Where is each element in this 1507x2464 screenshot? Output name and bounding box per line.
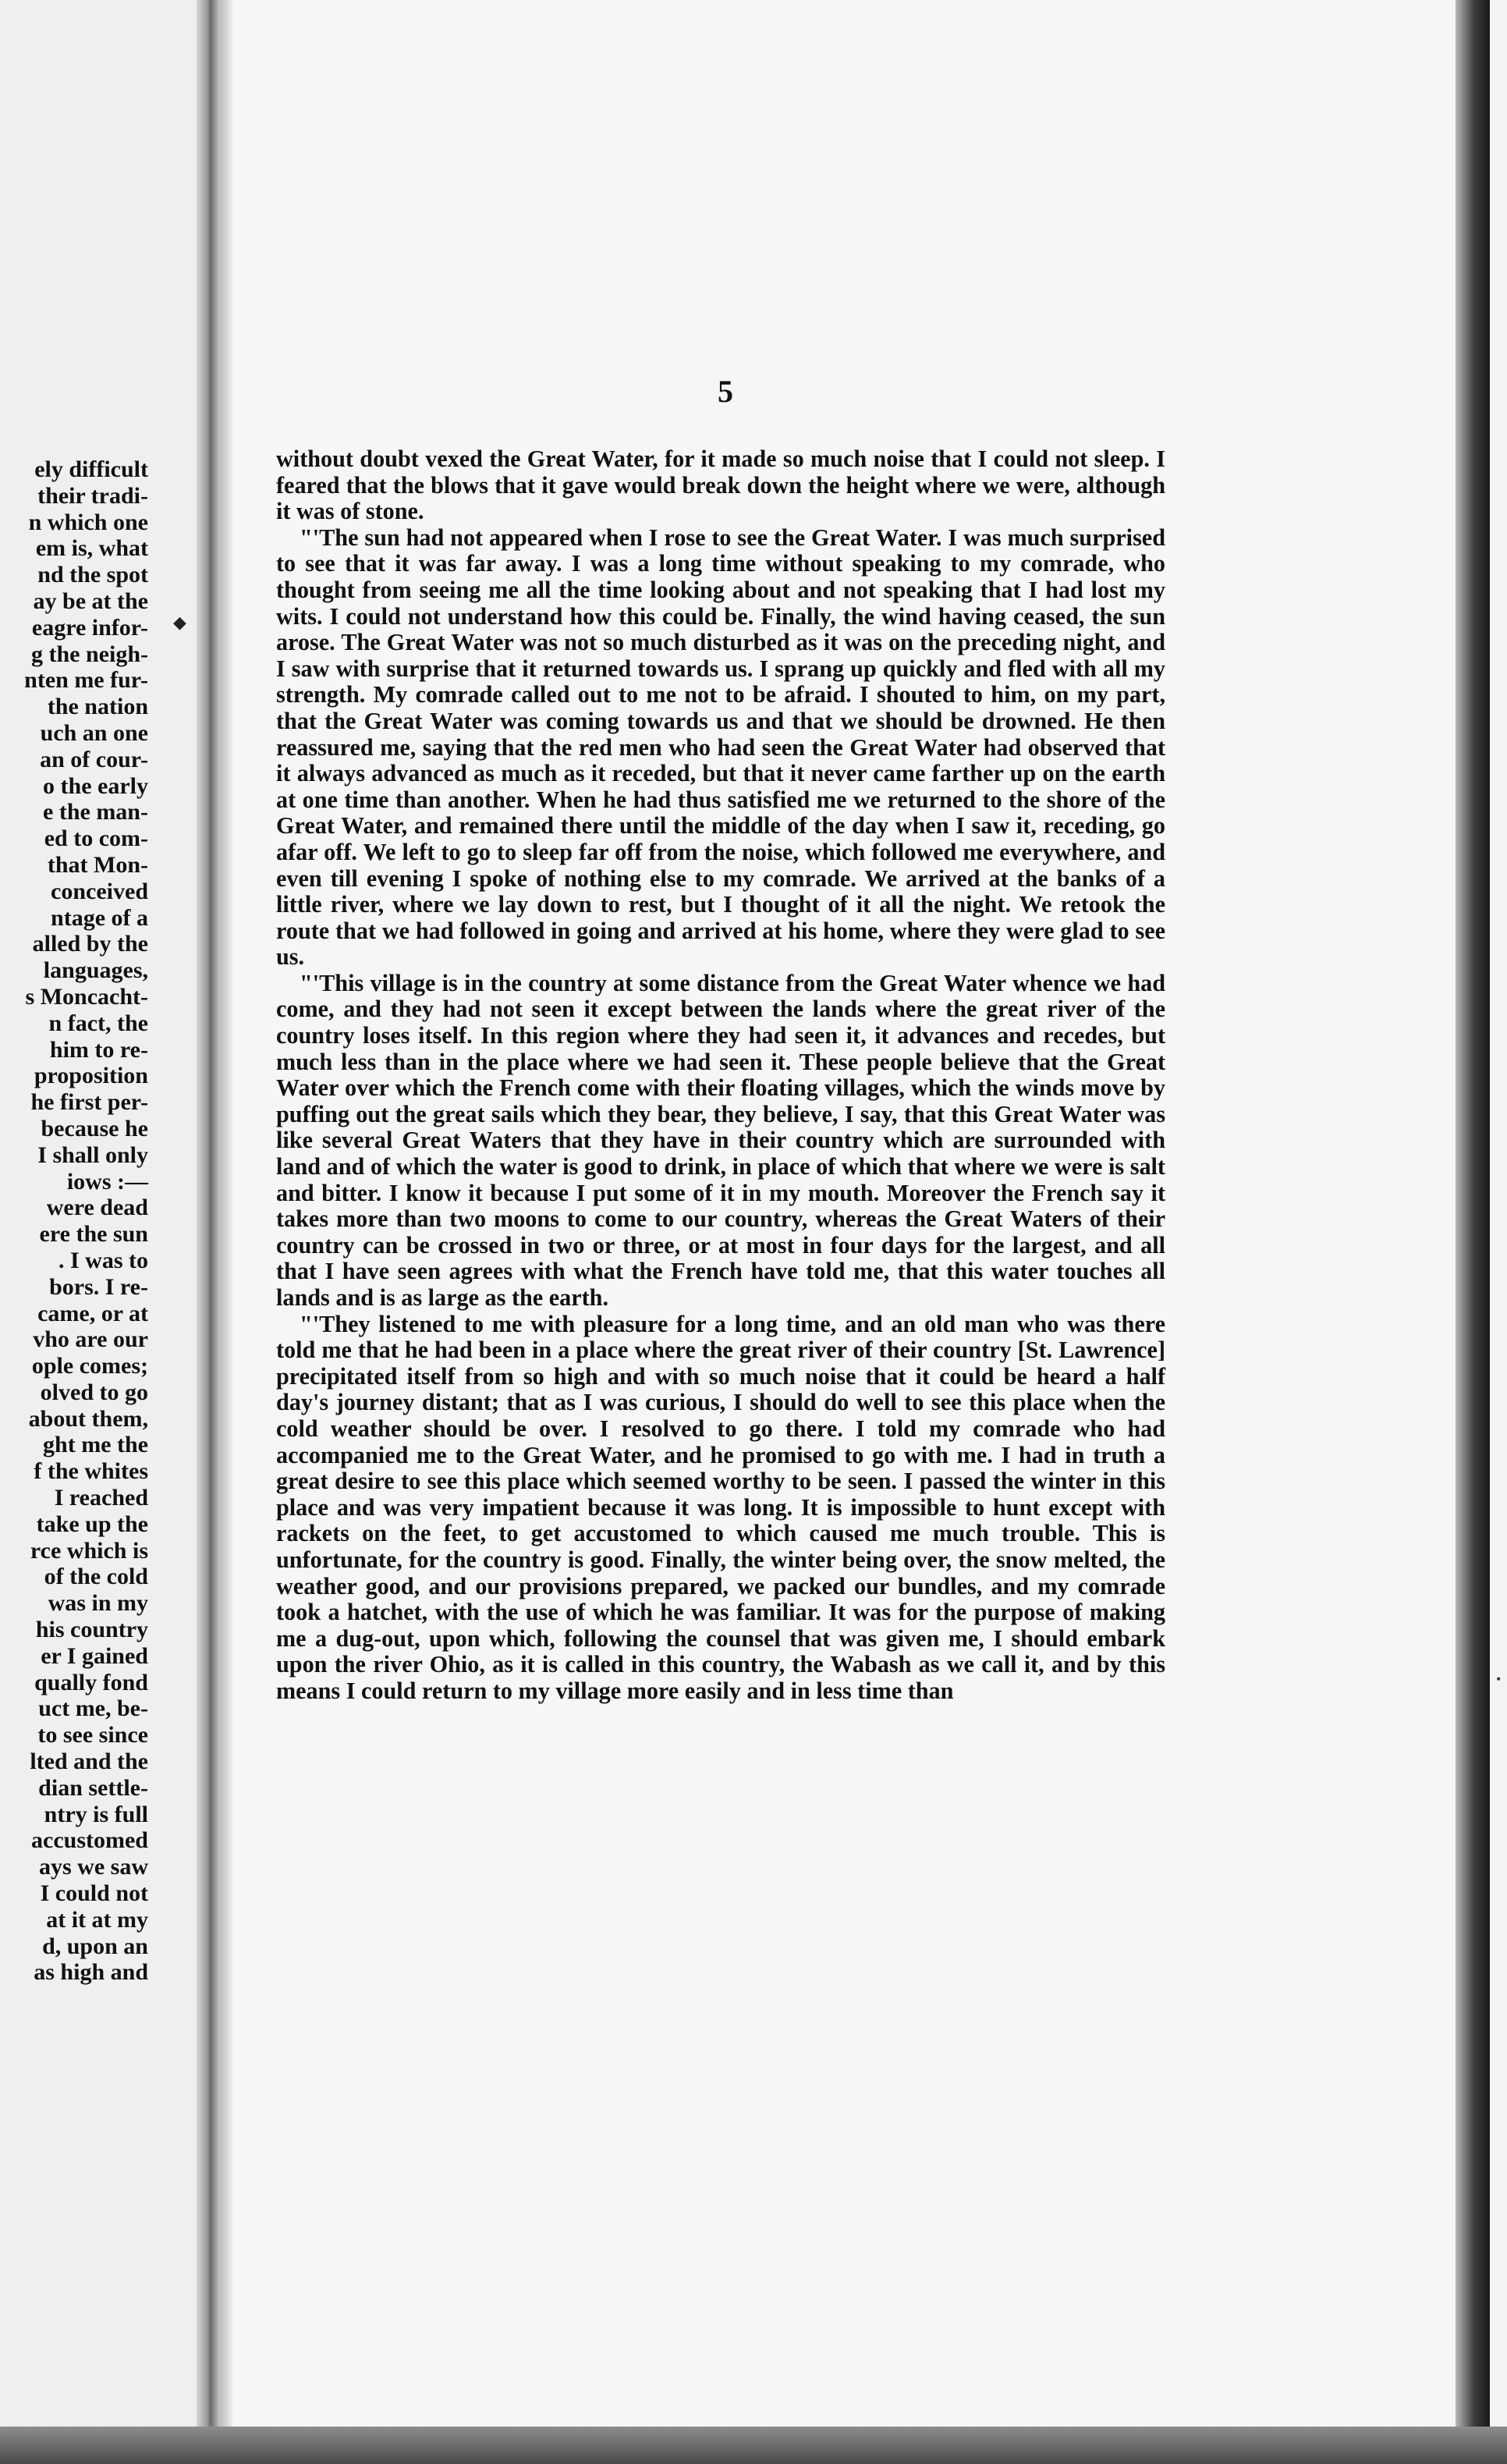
previous-page-line: ed to com- (44, 825, 148, 852)
previous-page-line: ntry is full (44, 1801, 148, 1827)
paragraph: "'They listened to me with pleasure for a long time, and an old man who was there told me that he had been in a place where the great river of their country [St. Lawrence] precipitated itself from so high and with so much noise that it could be heard a half day's journey distant; that as I was curious, I should do well to see this place when the cold weather should be over. I resolved to go there. I told my comrade who had accompanied me to the Great Water, and he promised to go with me. I had in truth a great desire to see this place which seemed worthy to be seen. I passed the winter in this place and was very impatient because it was long. It is impossible to hunt except with rackets on the feet, to get accustomed to which caused me much trouble. This is unfortunate, for the country is good. Finally, the winter being over, the snow melted, the weather good, and our provisions prepared, we packed our bundles, and my comrade took a hatchet, with the use of which he was familiar. It was for the purpose of making me a dug-out, upon which, following the counsel that was given me, I should embark upon the river Ohio, as it is called in this country, the Wabash as we call it, and by this means I could return to my village more easily and in less time than (276, 1310, 1165, 1704)
previous-page-line: the nation (47, 694, 148, 720)
previous-page-line: ely difficult (34, 456, 148, 482)
previous-page-line: s Moncacht- (25, 983, 148, 1010)
previous-page-line: dian settle- (38, 1774, 148, 1801)
previous-page-line: ople comes; (31, 1353, 148, 1379)
previous-page-line: g the neigh- (31, 641, 148, 667)
previous-page-line: as high and (34, 1959, 148, 1986)
page-edge-shadow (1456, 0, 1490, 2427)
previous-page-line: nten me fur- (24, 667, 148, 694)
previous-page-line: n fact, the (48, 1010, 148, 1036)
previous-page-line: lted and the (30, 1749, 148, 1775)
margin-mark: ◆ (173, 612, 186, 632)
previous-page-line: at it at my (46, 1906, 148, 1933)
previous-page-line: er I gained (41, 1642, 148, 1669)
previous-page-line: uch an one (40, 719, 148, 746)
previous-page-line: n which one (28, 509, 148, 535)
previous-page-line: em is, what (35, 535, 148, 562)
previous-page-line: languages, (43, 957, 148, 984)
previous-page-line: an of cour- (40, 746, 148, 772)
previous-page-line: of the cold (44, 1564, 148, 1590)
previous-page-line: I reached (54, 1485, 148, 1511)
previous-page-line: because he (41, 1115, 148, 1141)
previous-page-line: I could not (40, 1880, 148, 1907)
previous-page-line: o the early (43, 772, 148, 799)
scan-bottom-border (0, 2427, 1507, 2464)
page-number: 5 (718, 374, 733, 409)
previous-page-line: ays we saw (39, 1854, 148, 1880)
previous-page-line: vho are our (33, 1326, 148, 1353)
previous-page-line: about them, (28, 1405, 148, 1432)
previous-page-line: ght me the (43, 1432, 148, 1458)
previous-page-line: nd the spot (37, 562, 148, 588)
paragraph: "'The sun had not appeared when I rose to see the Great Water. I was much surprised to see that it was far away. I was a long time without speaking to my comrade, who thought from seeing me all the time looking about and not speaking that I had lost my wits. I could not understand how this could be. Finally, the wind having ceased, the sun arose. The Great Water was not so much disturbed as it was on the preceding night, and I saw with surprise that it returned towards us. I sprang up quickly and fled with all my strength. My comrade called out to me not to be afraid. I shouted to him, on my part, that the Great Water was coming towards us and that we should be drowned. He then reassured me, saying that the red men who had seen the Great Water had observed that it always advanced as much as it receded, but that it never came farther up on the earth at one time than another. When he had thus satisfied me we returned to the shore of the Great Water, and remained there until the middle of the day when I saw it, receding, go afar off. We left to go to sleep far off from the noise, which followed me everywhere, and even till evening I spoke of nothing else to my comrade. We arrived at the banks of a little river, where we lay down to rest, but I thought of it all the night. We retook the route that we had followed in going and arrived at his home, where they were glad to see us. (276, 524, 1165, 971)
previous-page-line: ntage of a (51, 904, 148, 931)
previous-page-line: their tradi- (37, 482, 148, 509)
body-text (276, 446, 1165, 1705)
previous-page-line: f the whites (34, 1458, 148, 1485)
paragraph: "'This village is in the country at some distance from the Great Water whence we had come, and they had not seen it except between the lands where the great river of the country loses itself. In this region where they had seen it, it advances and recedes, but much less than in the place where we had seen it. These people believe that the Great Water over which the French come with their floating villages, which the winds move by puffing out the great sails which they bear, they believe, I say, that this Great Water was like several Great Waters that they have in their country which are surrounded with land and of which the water is good to drink, in place of which that where we were is salt and bitter. I know it because I put some of it in my mouth. Moreover the French say it takes more than two moons to come to our country, whereas the Great Waters of their country can be crossed in two or three, or at most in four days for the largest, and all that I have seen agrees with what the French have told me, that this water touches all lands and is as large as the earth. (276, 969, 1165, 1311)
previous-page-fragment (0, 0, 209, 2464)
previous-page-line: proposition (34, 1063, 148, 1089)
previous-page-line: e the man- (43, 799, 148, 825)
previous-page-line: that Mon- (47, 851, 148, 878)
book-spine (197, 0, 220, 2464)
previous-page-line: to see since (37, 1722, 148, 1749)
previous-page-line: he first per- (30, 1089, 148, 1116)
previous-page-line: olved to go (40, 1379, 148, 1405)
previous-page-line: . I was to (58, 1247, 148, 1273)
spine-shadow (220, 0, 232, 2464)
previous-page-line: iows :— (66, 1168, 148, 1195)
previous-page-line: were dead (46, 1195, 148, 1221)
previous-page-line: alled by the (32, 931, 148, 957)
previous-page-line: was in my (48, 1590, 148, 1617)
previous-page-line: came, or at (37, 1300, 148, 1326)
previous-page-line: bors. I re- (49, 1273, 148, 1300)
previous-page-line: qually fond (34, 1669, 148, 1695)
previous-page-line: his country (35, 1617, 148, 1643)
paragraph: without doubt vexed the Great Water, for it made so much noise that I could not sleep. I feared that the blows that it gave would break down the height where we were, although it was of stone. (276, 446, 1165, 525)
previous-page-line: I shall only (37, 1141, 148, 1168)
previous-page-line: d, upon an (42, 1933, 148, 1959)
previous-page-line: take up the (36, 1511, 148, 1537)
previous-page-line: rce which is (30, 1537, 148, 1564)
scan-speck: • (1496, 1671, 1502, 1687)
previous-page-line: him to re- (49, 1036, 148, 1063)
previous-page-line: accustomed (31, 1827, 148, 1854)
previous-page-line: uct me, be- (38, 1695, 148, 1722)
previous-page-line: eagre infor- (31, 614, 148, 641)
previous-page-line: conceived (51, 878, 148, 904)
previous-page-line: ay be at the (33, 588, 148, 614)
previous-page-line: ere the sun (39, 1221, 148, 1248)
previous-page-text-column (0, 456, 148, 1986)
